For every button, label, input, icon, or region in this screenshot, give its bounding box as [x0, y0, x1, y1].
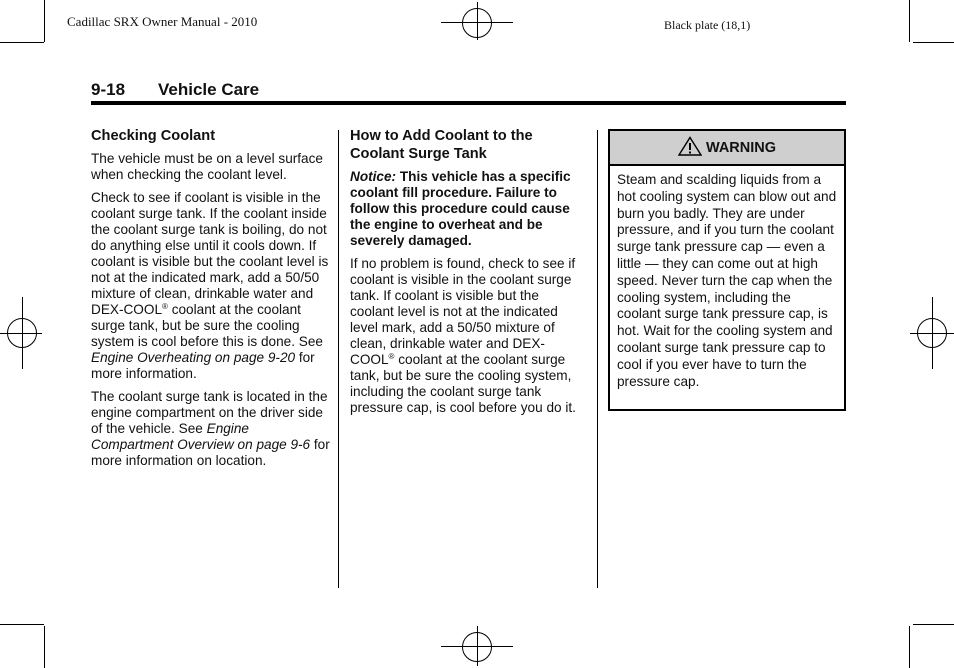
column-checking-coolant [91, 127, 331, 476]
warning-triangle-icon [678, 136, 702, 160]
paragraph: Check to see if coolant is visible in the coolant surge tank. If the coolant inside the coolant surge tank is boiling, do not do anything else until it cools down. If coolant is visible but the coolant level is not at the indicated mark, add a 50/50 mixture of clean, drinkable water and DEX-COOL® coolant at the coolant surge tank, but be sure the cooling system is cool before this is done. See Engine Overheating on page 9-20 for more information. [91, 190, 329, 381]
column-divider [597, 130, 598, 588]
column-divider [338, 130, 339, 588]
warning-title: WARNING [705, 139, 777, 156]
warning-header [610, 131, 844, 166]
header-manual-title: Cadillac SRX Owner Manual - 2010 [67, 14, 258, 29]
paragraph: If no problem is found, check to see if coolant is visible in the coolant surge tank. If coolant is visible but the coolant level is not at the indicated level mark, add a 50/50 mixture of clean, drinkable water and DEX-COOL® coolant at the coolant surge tank, but be sure the cooling system, including the coolant surge tank pressure cap, is cool before you do it. [350, 256, 576, 415]
column-add-coolant [350, 127, 584, 423]
crop-mark [909, 626, 910, 668]
header-plate-info: Black plate (18,1) [664, 18, 751, 32]
section-number: 9-18 [91, 80, 126, 99]
notice-label: Notice: [350, 169, 397, 184]
cross-reference-link[interactable]: Engine Overheating on page 9-20 [91, 350, 296, 365]
section-name: Vehicle Care [158, 80, 260, 99]
section-title [91, 80, 259, 100]
paragraph: The coolant surge tank is located in the engine compartment on the driver side of the vehicle. See Engine Compartment Overview on page 9-6 for more information on location. [91, 389, 330, 468]
crop-mark [909, 0, 910, 42]
crop-mark [44, 626, 45, 668]
cross-reference-link[interactable]: Engine Compartment Overview on page 9-6 [91, 421, 311, 452]
crop-mark [44, 0, 45, 42]
warning-box [608, 129, 846, 411]
crop-mark [913, 624, 954, 625]
notice: Notice: This vehicle has a specific coolant fill procedure. Failure to follow this procedure could cause the engine to overheat and be severely damaged. [350, 169, 571, 248]
paragraph: The vehicle must be on a level surface when checking the coolant level. [91, 151, 323, 182]
heading-checking-coolant: Checking Coolant [91, 128, 216, 144]
crop-mark [913, 42, 954, 43]
warning-text: Steam and scalding liquids from a hot cooling system can blow out and burn you badly. They are under pressure, and if you turn the coolant surge tank pressure cap — even a little — they can come out at high speed. Never turn the cap when the cooling system, including the coolant surge tank pressure cap, is hot. Wait for the cooling system and coolant surge tank pressure cap to cool if you ever have to turn the pressure cap. [617, 172, 837, 389]
crop-mark [0, 42, 44, 43]
heading-add-coolant: How to Add Coolant to the Coolant Surge Tank [350, 128, 533, 162]
crop-mark [0, 624, 44, 625]
title-rule [91, 101, 846, 105]
